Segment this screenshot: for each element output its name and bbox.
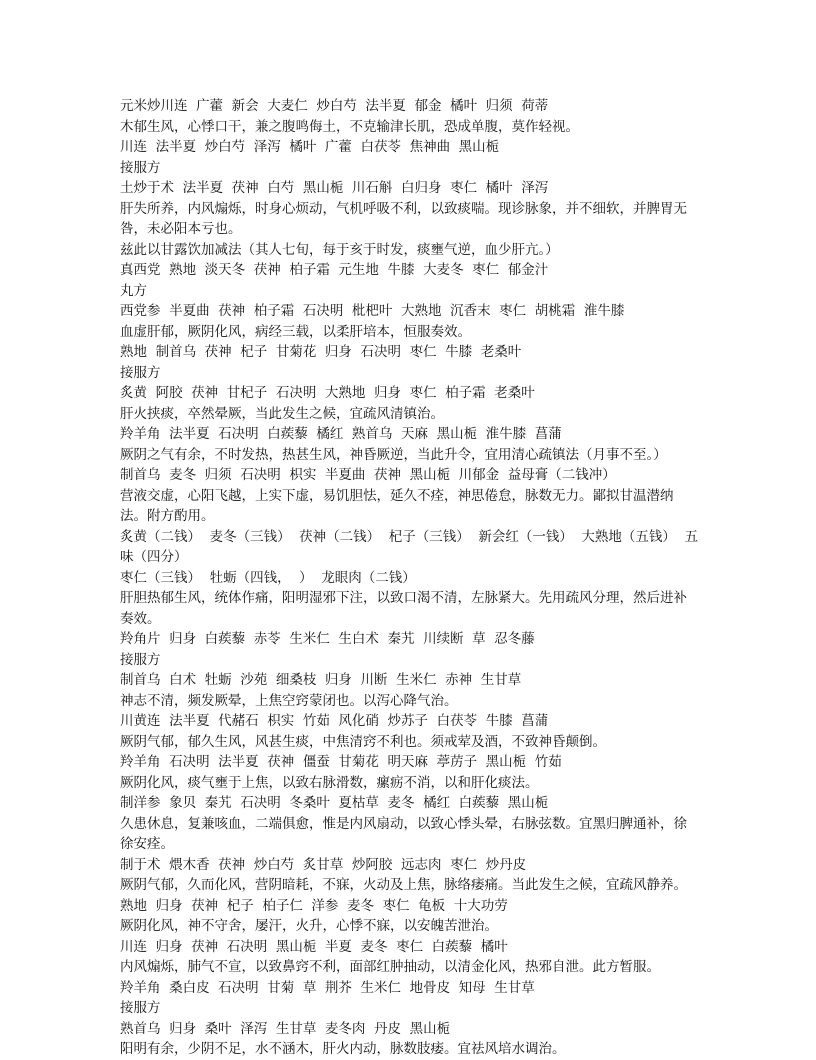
text-line: 厥阴之气有余，不时发热，热甚生风，神昏厥逆，当此升令，宜用清心疏镇法（月事不至。）: [120, 446, 667, 463]
text-line: 接服方: [120, 651, 161, 668]
text-line: 肝火挟痰，卒然晕厥，当此发生之候，宜疏风清镇治。: [120, 405, 444, 422]
text-line: 熟首乌 归身 桑叶 泽泻 生甘草 麦冬肉 丹皮 黑山栀: [120, 1020, 451, 1037]
text-line: 羚羊角 桑白皮 石决明 甘菊 草 荆芥 生米仁 地骨皮 知母 生甘草: [120, 979, 535, 996]
text-line: 西党参 半夏曲 茯神 柏子霜 石决明 枇杷叶 大熟地 沉香末 枣仁 胡桃霜 淮牛膝: [120, 303, 625, 319]
text-line: 元米炒川连 广藿 新会 大麦仁 炒白芍 法半夏 郁金 橘叶 归须 荷蒂: [120, 98, 549, 114]
text-line: 接服方: [120, 364, 161, 381]
text-line: 川连 归身 茯神 石决明 黑山栀 半夏 麦冬 枣仁 白蒺藜 橘叶: [120, 938, 508, 955]
text-line: 羚羊角 石决明 法半夏 茯神 僵蚕 甘菊花 明天麻 葶苈子 黑山栀 竹茹: [120, 754, 562, 770]
text-line: 厥阴化风，痰气壅于上焦，以致右脉滑数，瘰疬不消，以和肝化痰法。: [120, 774, 539, 791]
text-line: 熟地 归身 茯神 杞子 柏子仁 洋参 麦冬 枣仁 龟板 十大功劳: [120, 897, 508, 914]
text-line: 制洋参 象贝 秦艽 石决明 冬桑叶 夏枯草 麦冬 橘红 白蒺藜 黑山栀: [120, 795, 549, 811]
text-line: 炙黄（二钱） 麦冬（三钱） 茯神（二钱） 杞子（三钱） 新会红（一钱） 大熟地（五钱） 五味（四分）: [120, 528, 698, 565]
text-line: 川连 法半夏 炒白芍 泽泻 橘叶 广藿 白茯苓 焦神曲 黑山栀: [120, 139, 500, 155]
text-line: 内风煽烁，肺气不宣，以致鼻窍不利，面部红肿抽动，以清金化风，热邪自泄。此方暂服。: [120, 959, 660, 975]
text-line: 炙黄 阿胶 茯神 甘杞子 石决明 大熟地 归身 枣仁 柏子霜 老桑叶: [120, 385, 535, 401]
text-line: 羚羊角 法半夏 石决明 白蒺藜 橘红 熟首乌 天麻 黑山栀 淮牛膝 菖蒲: [120, 426, 562, 442]
text-line: 营液交虚，心阳飞越，上实下虚，易饥胆怯，延久不痊，神思倦怠，脉数无力。鄙拟甘温潜纳法。附方酌用。: [120, 487, 674, 524]
text-line: 木郁生风，心悸口干，兼之腹鸣侮土，不克输津长肌，恐成单腹，莫作轻视。: [120, 118, 579, 135]
text-line: 羚角片 归身 白蒺藜 赤苓 生米仁 生白术 秦艽 川续断 草 忍冬藤: [120, 631, 535, 647]
text-line: 枣仁（三钱） 牡蛎（四钱， ） 龙眼肉（二钱）: [120, 569, 416, 586]
text-line: 川黄连 法半夏 代赭石 枳实 竹茹 风化硝 炒苏子 白茯苓 牛膝 菖蒲: [120, 713, 549, 729]
text-line: 肝胆热郁生风，统体作痛，阳明湿邪下注，以致口渴不清，左脉紧大。先用疏风分理，然后进补奏效。: [120, 590, 687, 627]
text-line: 神志不清，频发厥晕，上焦空窍蒙闭也。以泻心降气治。: [120, 692, 458, 709]
text-line: 厥阴气郁，久而化风，营阴暗耗，不寐，火动及上焦，脉络痿痛。当此发生之候，宜疏风静养。: [120, 877, 687, 893]
text-line: 接服方: [120, 159, 161, 176]
text-line: 制于术 煨木香 茯神 炒白芍 炙甘草 炒阿胶 远志肉 枣仁 炒丹皮: [120, 856, 527, 873]
text-line: 厥阴化风，神不守舍，屡汗，火升，心悸不寐，以安魄苦泄治。: [120, 918, 498, 934]
text-line: 肝失所养，内风煽烁，时身心烦动，气机呼吸不利，以致痰喘。现诊脉象，并不细软，并脾胃无咎，未必阳本亏也。: [120, 200, 687, 237]
document-page: [120, 96, 700, 1060]
text-line: 兹此以甘露饮加减法（其人七旬，每于亥于时发，痰壅气逆，血少肝亢。）: [120, 241, 559, 258]
text-line: 接服方: [120, 1000, 161, 1016]
text-line: 阳明有余，少阴不足，水不涵木，肝火内动，脉数肢痿。宜祛风培水调治。: [120, 1041, 566, 1057]
text-line: 真西党 熟地 淡天冬 茯神 柏子霜 元生地 牛膝 大麦冬 枣仁 郁金汁: [120, 262, 549, 278]
text-line: 丸方: [120, 282, 147, 299]
text-line: 熟地 制首乌 茯神 杞子 甘菊花 归身 石决明 枣仁 牛膝 老桑叶: [120, 344, 522, 360]
text-line: 制首乌 麦冬 归须 石决明 枳实 半夏曲 茯神 黑山栀 川郁金 益母膏（二钱冲）: [120, 467, 616, 483]
text-line: 厥阴气郁，郁久生风，风甚生痰，中焦清窍不利也。须戒荤及酒，不致神昏颠倒。: [120, 733, 606, 750]
text-line: 制首乌 白术 牡蛎 沙苑 细桑枝 归身 川断 生米仁 赤神 生甘草: [120, 672, 522, 688]
text-line: 土炒于术 法半夏 茯神 白芍 黑山栀 川石斛 白归身 枣仁 橘叶 泽泻: [120, 180, 549, 196]
text-line: 久患休息，复兼咳血，二端俱愈，惟是内风扇动，以致心悸头晕，右脉弦数。宜黑归脾通补，徐徐安痊。: [120, 815, 687, 852]
text-line: 血虚肝郁，厥阴化风，病经三载，以柔肝培本，恒服奏效。: [120, 323, 471, 340]
